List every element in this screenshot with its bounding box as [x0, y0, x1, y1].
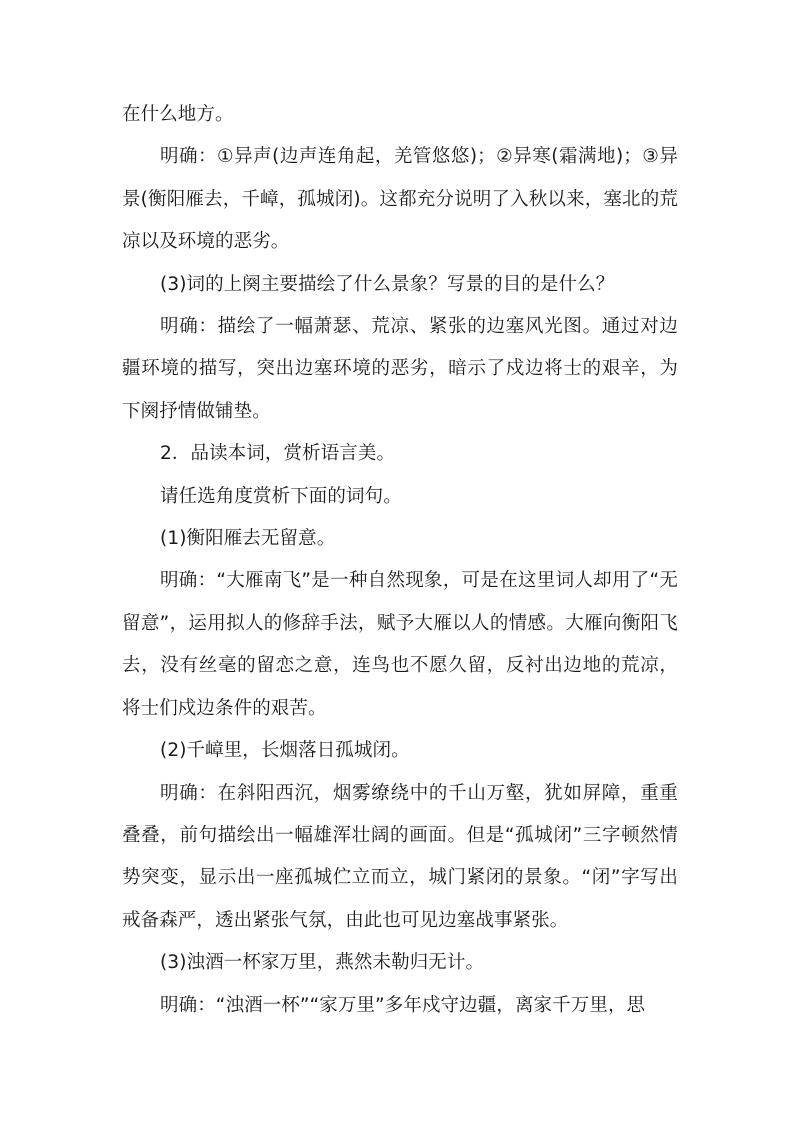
document-body: [122, 94, 678, 1027]
paragraph-1: 在什么地方。: [122, 104, 234, 125]
paragraph-7: (1)衡阳雁去无留意。: [160, 528, 336, 550]
paragraph-3: (3)词的上阕主要描绘了什么景象？写景的目的是什么？: [160, 273, 615, 295]
paragraph-2: 明确：①异声(边声连角起，羌管悠悠)；②异寒(霜满地)；③异景(衡阳雁去，千嶂，孤城闭)。这都充分说明了入秋以来，塞北的荒凉以及环境的恶劣。: [122, 146, 678, 253]
paragraph-6: 请任选角度赏析下面的词句。: [160, 485, 402, 507]
paragraph-8: 明确：“大雁南飞”是一种自然现象，可是在这里词人却用了“无留意”，运用拟人的修辞手法，赋予大雁以人的情感。大雁向衡阳飞去，没有丝毫的留恋之意，连鸟也不愿久留，反衬出边地的荒凉，将士们戍边条件的艰苦。: [122, 570, 678, 719]
paragraph-9: (2)千嶂里，长烟落日孤城闭。: [160, 740, 410, 762]
paragraph-12: 明确：“浊酒一杯”“家万里”多年戍守边疆，离家千万里，思: [160, 994, 646, 1016]
paragraph-4: 明确：描绘了一幅萧瑟、荒凉、紧张的边塞风光图。通过对边疆环境的描写，突出边塞环境的恶劣，暗示了戍边将士的艰辛，为下阕抒情做铺垫。: [122, 316, 678, 422]
paragraph-10: 明确：在斜阳西沉，烟雾缭绕中的千山万壑，犹如屏障，重重叠叠，前句描绘出一幅雄浑壮阔的画面。但是“孤城闭”三字顿然情势突变，显示出一座孤城伫立而立，城门紧闭的景象。“闭”字写出戒备森严，透出紧张气氛，由此也可见边塞战事紧张。: [122, 782, 678, 931]
paragraph-5: 2．品读本词，赏析语言美。: [160, 443, 396, 465]
paragraph-11: (3)浊酒一杯家万里，燕然未勒归无计。: [160, 952, 485, 974]
